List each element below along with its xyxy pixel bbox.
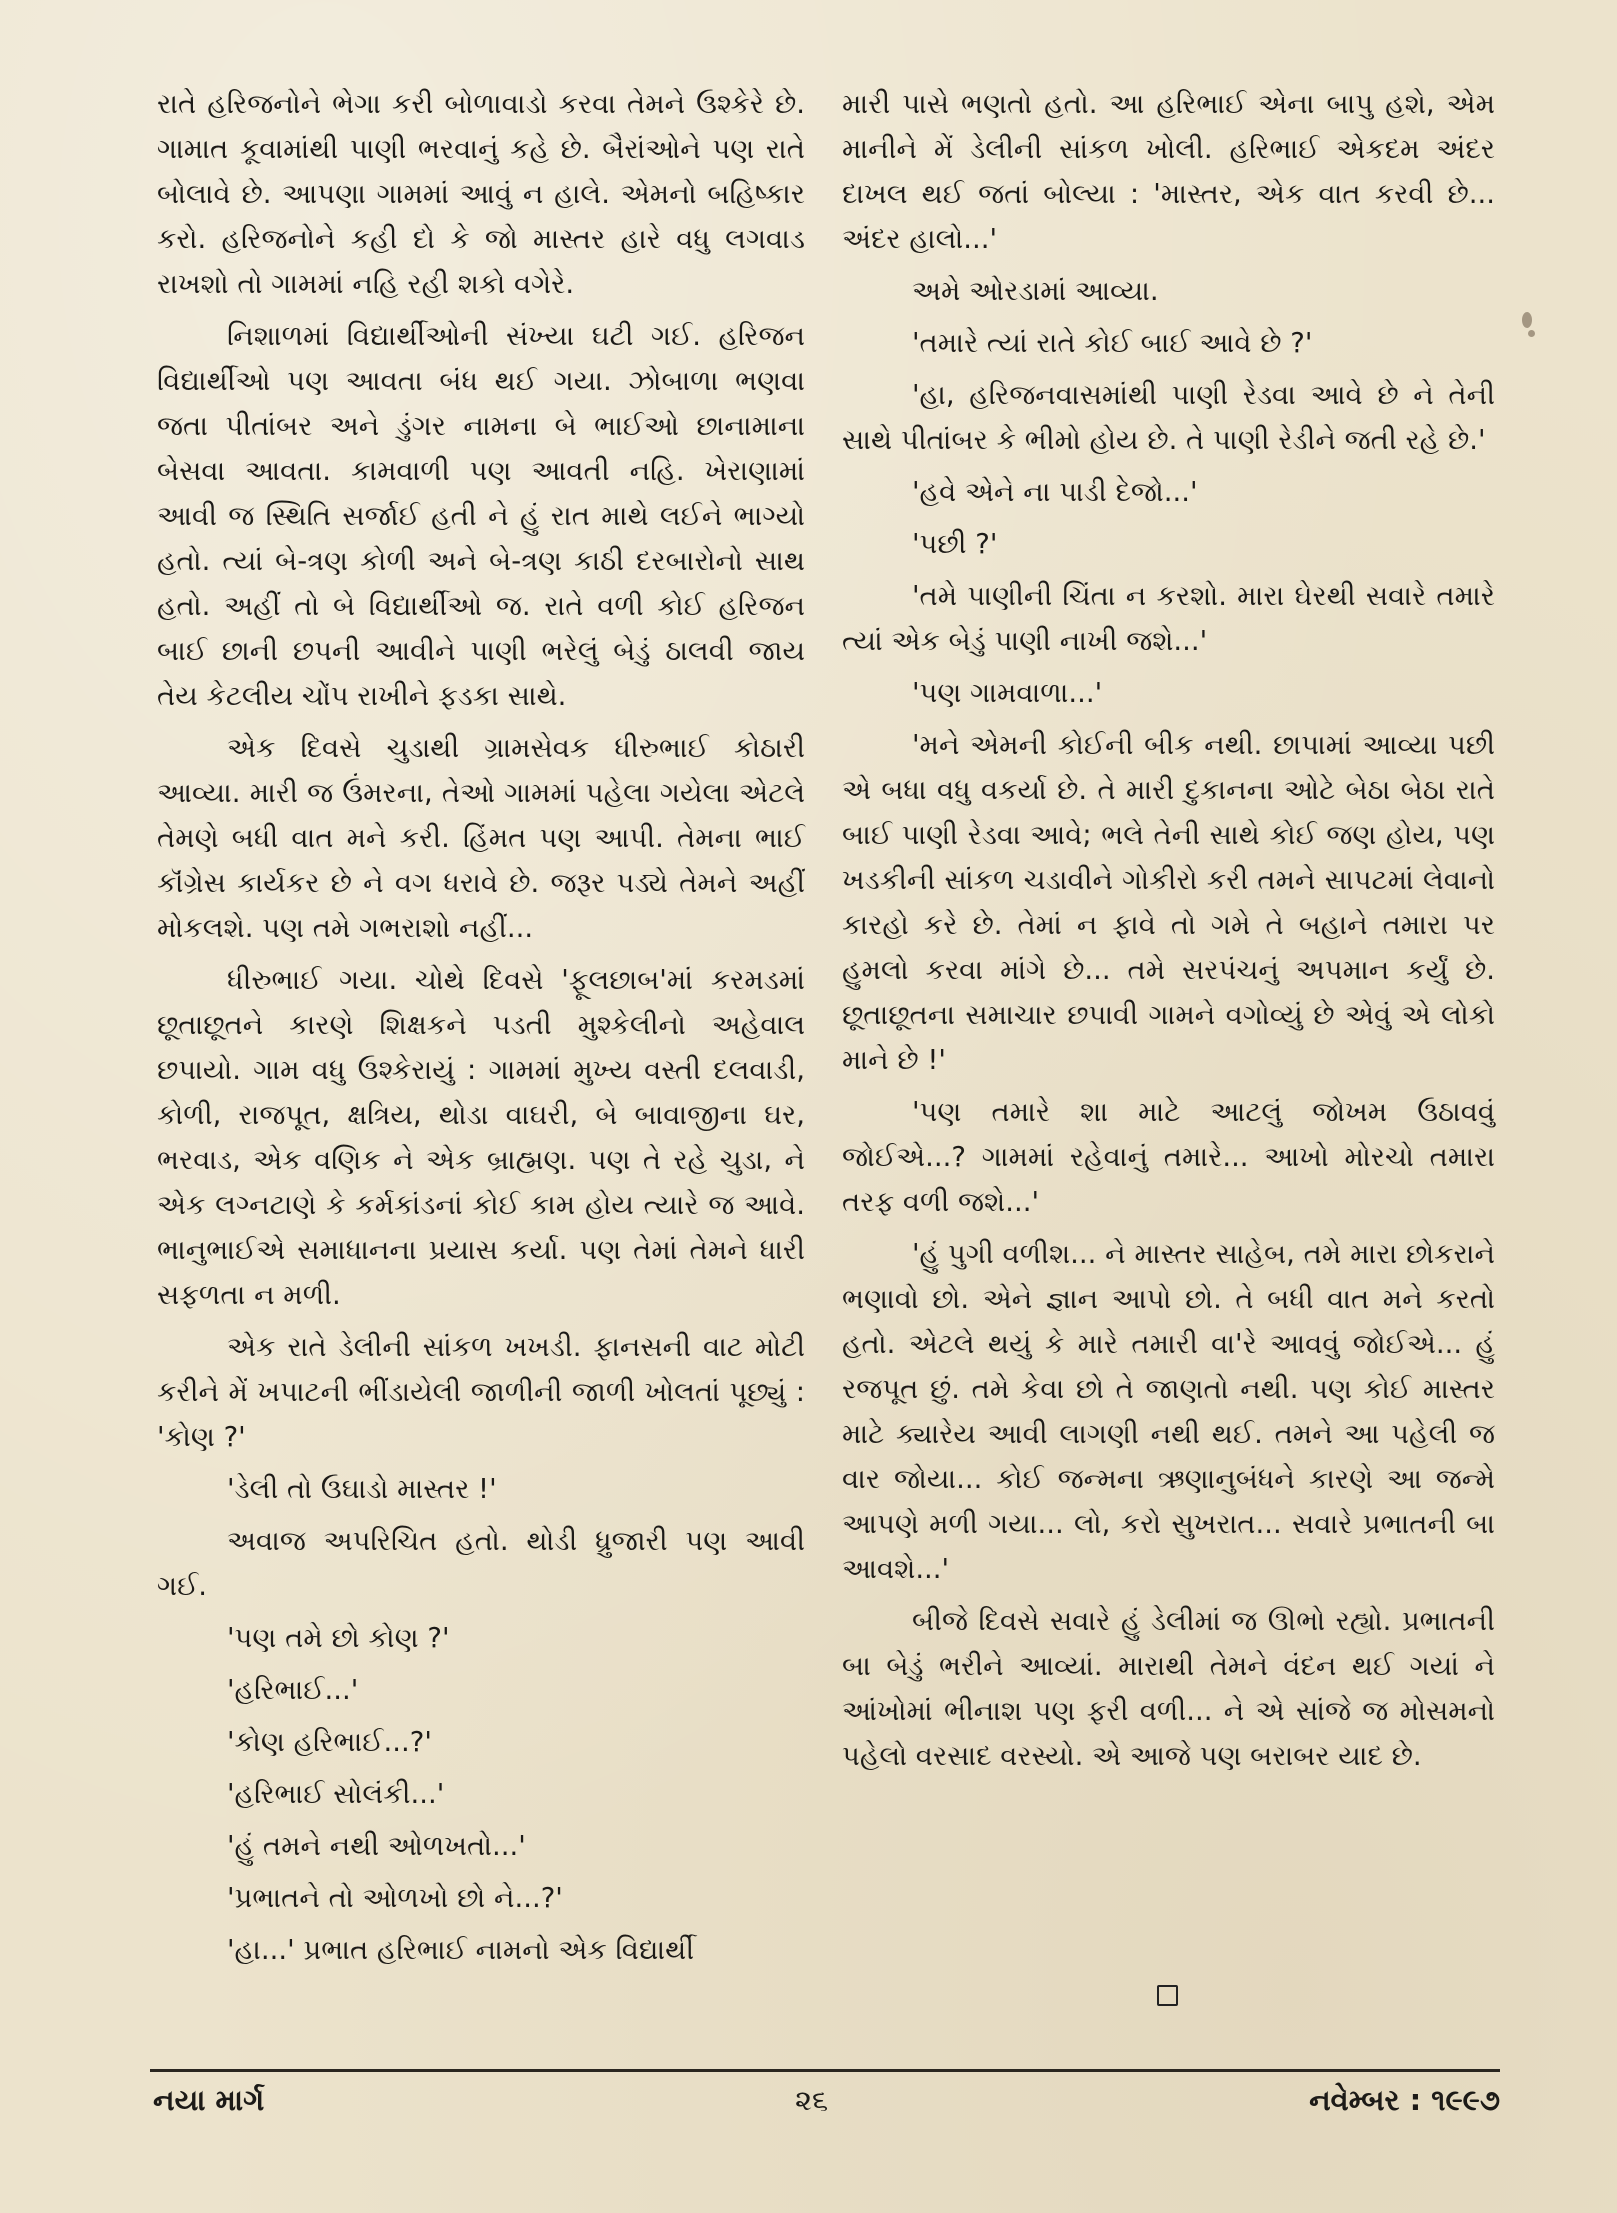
paragraph: ધીરુભાઈ ગયા. ચોથે દિવસે 'ફૂલછાબ'માં કરમડમાં છૂતાછૂતને કારણે શિક્ષકને પડતી મુશ્કેલીનો અહેવાલ છપાયો. ગામ વધુ ઉશ્કેરાયું : ગામમાં મુખ્ય વસ્તી દલવાડી, કોળી, રાજપૂત, ક્ષત્રિય, થોડા વાઘરી, બે બાવાજીના ઘર, ભરવાડ, એક વણિક ને એક બ્રાહ્મણ. પણ તે રહે ચુડા, ને એક લગ્નટાણે કે કર્મકાંડનાં કોઈ કામ હોય ત્યારે જ આવે. ભાનુભાઈએ સમાધાનના પ્રયાસ કર્યા. પણ તેમાં તેમને ધારી સફળતા ન મળી. (157, 964, 805, 1311)
paragraph: 'હરિભાઈ...' (227, 1674, 359, 1706)
paragraph: 'પ્રભાતને તો ઓળખો છો ને...?' (227, 1882, 563, 1914)
paragraph: 'હા, હરિજનવાસમાંથી પાણી રેડવા આવે છે ને તેની સાથે પીતાંબર કે ભીમો હોય છે. તે પાણી રેડીને જતી રહે છે.' (842, 379, 1495, 456)
page-number: ૨૬ (795, 2083, 829, 2117)
paragraph: 'હવે એને ના પાડી દેજો...' (912, 476, 1198, 508)
paper-speck (1528, 330, 1535, 337)
end-of-article-mark (1157, 1985, 1178, 2006)
paragraph: 'મને એમની કોઈની બીક નથી. છાપામાં આવ્યા પછી એ બધા વધુ વકર્યા છે. તે મારી દુકાનના ઓટે બેઠા બેઠા રાતે બાઈ પાણી રેડવા આવે; ભલે તેની સાથે કોઈ જણ હોય, પણ ખડકીની સાંકળ ચડાવીને ગોકીરો કરી તમને સાપટમાં લેવાનો કારહો કરે છે. તેમાં ન ફાવે તો ગમે તે બહાને તમારા પર હુમલો કરવા માંગે છે... તમે સરપંચનું અપમાન કર્યું છે. છૂતાછૂતના સમાચાર છપાવી ગામને વગોવ્યું છે એવું એ લોકો માને છે !' (842, 729, 1495, 1076)
paragraph: 'કોણ હરિભાઈ...?' (227, 1726, 432, 1758)
paragraph: મારી પાસે ભણતો હતો. આ હરિભાઈ એના બાપુ હશે, એમ માનીને મેં ડેલીની સાંકળ ખોલી. હરિભાઈ એકદમ અંદર દાખલ થઈ જતાં બોલ્યા : 'માસ્તર, એક વાત કરવી છે... અંદર હાલો...' (842, 88, 1495, 255)
paragraph: 'હા...' પ્રભાત હરિભાઈ નામનો એક વિદ્યાર્થી (227, 1934, 695, 1966)
paragraph: બીજે દિવસે સવારે હું ડેલીમાં જ ઊભો રહ્યો. પ્રભાતની બા બેડું ભરીને આવ્યાં. મારાથી તેમને વંદન થઈ ગયાં ને આંખોમાં ભીનાશ પણ ફરી વળી... ને એ સાંજે જ મોસમનો પહેલો વરસાદ વરસ્યો. એ આજે પણ બરાબર યાદ છે. (842, 1605, 1495, 1772)
left-text-column (157, 82, 805, 1973)
paragraph: એક રાતે ડેલીની સાંકળ ખખડી. ફાનસની વાટ મોટી કરીને મેં ખપાટની ભીંડાયેલી જાળીની જાળી ખોલતાં પૂછ્યું : 'કોણ ?' (157, 1331, 805, 1453)
paragraph: 'હું પુગી વળીશ... ને માસ્તર સાહેબ, તમે મારા છોકરાને ભણાવો છો. એને જ્ઞાન આપો છો. તે બધી વાત મને કરતો હતો. એટલે થયું કે મારે તમારી વા'રે આવવું જોઈએ... હું રજપૂત છું. તમે કેવા છો તે જાણતો નથી. પણ કોઈ માસ્તર માટે ક્યારેય આવી લાગણી નથી થઈ. તમને આ પહેલી જ વાર જોયા... કોઈ જન્મના ઋણાનુબંધને કારણે આ જન્મે આપણે મળી ગયા... લો, કરો સુખરાત... સવારે પ્રભાતની બા આવશે...' (842, 1238, 1495, 1585)
paragraph: 'ડેલી તો ઉઘાડો માસ્તર !' (227, 1473, 497, 1505)
paragraph: 'પણ ગામવાળા...' (912, 677, 1103, 709)
issue-date: નવેમ્બર : ૧૯૯૭ (1309, 2083, 1500, 2117)
paragraph: અમે ઓરડામાં આવ્યા. (912, 275, 1159, 307)
paragraph: 'પછી ?' (912, 528, 998, 560)
footer-divider (150, 2069, 1500, 2072)
paragraph: એક દિવસે ચુડાથી ગ્રામસેવક ધીરુભાઈ કોઠારી આવ્યા. મારી જ ઉંમરના, તેઓ ગામમાં પહેલા ગયેલા એટલે તેમણે બધી વાત મને કરી. હિંમત પણ આપી. તેમના ભાઈ કૉંગ્રેસ કાર્યકર છે ને વગ ધરાવે છે. જરૂર પડ્યે તેમને અહીં મોકલશે. પણ તમે ગભરાશો નહીં... (157, 732, 805, 944)
magazine-name: નયા માર્ગ (153, 2083, 265, 2117)
paragraph: 'તમે પાણીની ચિંતા ન કરશો. મારા ઘેરથી સવારે તમારે ત્યાં એક બેડું પાણી નાખી જશે...' (842, 580, 1495, 657)
paragraph: રાતે હરિજનોને ભેગા કરી બોળાવાડો કરવા તેમને ઉશ્કેરે છે. ગામાત કૂવામાંથી પાણી ભરવાનું કહે છે. બૈરાંઓને પણ રાતે બોલાવે છે. આપણા ગામમાં આવું ન હાલે. એમનો બહિષ્કાર કરો. હરિજનોને કહી દો કે જો માસ્તર હારે વધુ લગવાડ રાખશો તો ગામમાં નહિ રહી શકો વગેરે. (157, 88, 805, 300)
paragraph: 'તમારે ત્યાં રાતે કોઈ બાઈ આવે છે ?' (912, 327, 1313, 359)
paragraph: 'હું તમને નથી ઓળખતો...' (227, 1830, 526, 1862)
paragraph: 'હરિભાઈ સોલંકી...' (227, 1778, 445, 1810)
paragraph: 'પણ તમારે શા માટે આટલું જોખમ ઉઠાવવું જોઈએ...? ગામમાં રહેવાનું તમારે... આખો મોરચો તમારા તરફ વળી જશે...' (842, 1096, 1495, 1218)
paragraph: અવાજ અપરિચિત હતો. થોડી ધ્રુજારી પણ આવી ગઈ. (157, 1525, 805, 1602)
right-text-column (842, 82, 1495, 1779)
paper-speck (1522, 312, 1532, 328)
paragraph: નિશાળમાં વિદ્યાર્થીઓની સંખ્યા ઘટી ગઈ. હરિજન વિદ્યાર્થીઓ પણ આવતા બંધ થઈ ગયા. ઝોબાળા ભણવા જતા પીતાંબર અને ડુંગર નામના બે ભાઈઓ છાનામાના બેસવા આવતા. કામવાળી પણ આવતી નહિ. ખેરાણામાં આવી જ સ્થિતિ સર્જાઈ હતી ને હું રાત માથે લઈને ભાગ્યો હતો. ત્યાં બે-ત્રણ કોળી અને બે-ત્રણ કાઠી દરબારોનો સાથ હતો. અહીં તો બે વિદ્યાર્થીઓ જ. રાતે વળી કોઈ હરિજન બાઈ છાની છપની આવીને પાણી ભરેલું બેડું ઠાલવી જાય તેય કેટલીય ચોંપ રાખીને ફડકા સાથે. (157, 320, 805, 712)
paragraph: 'પણ તમે છો કોણ ?' (227, 1622, 450, 1654)
